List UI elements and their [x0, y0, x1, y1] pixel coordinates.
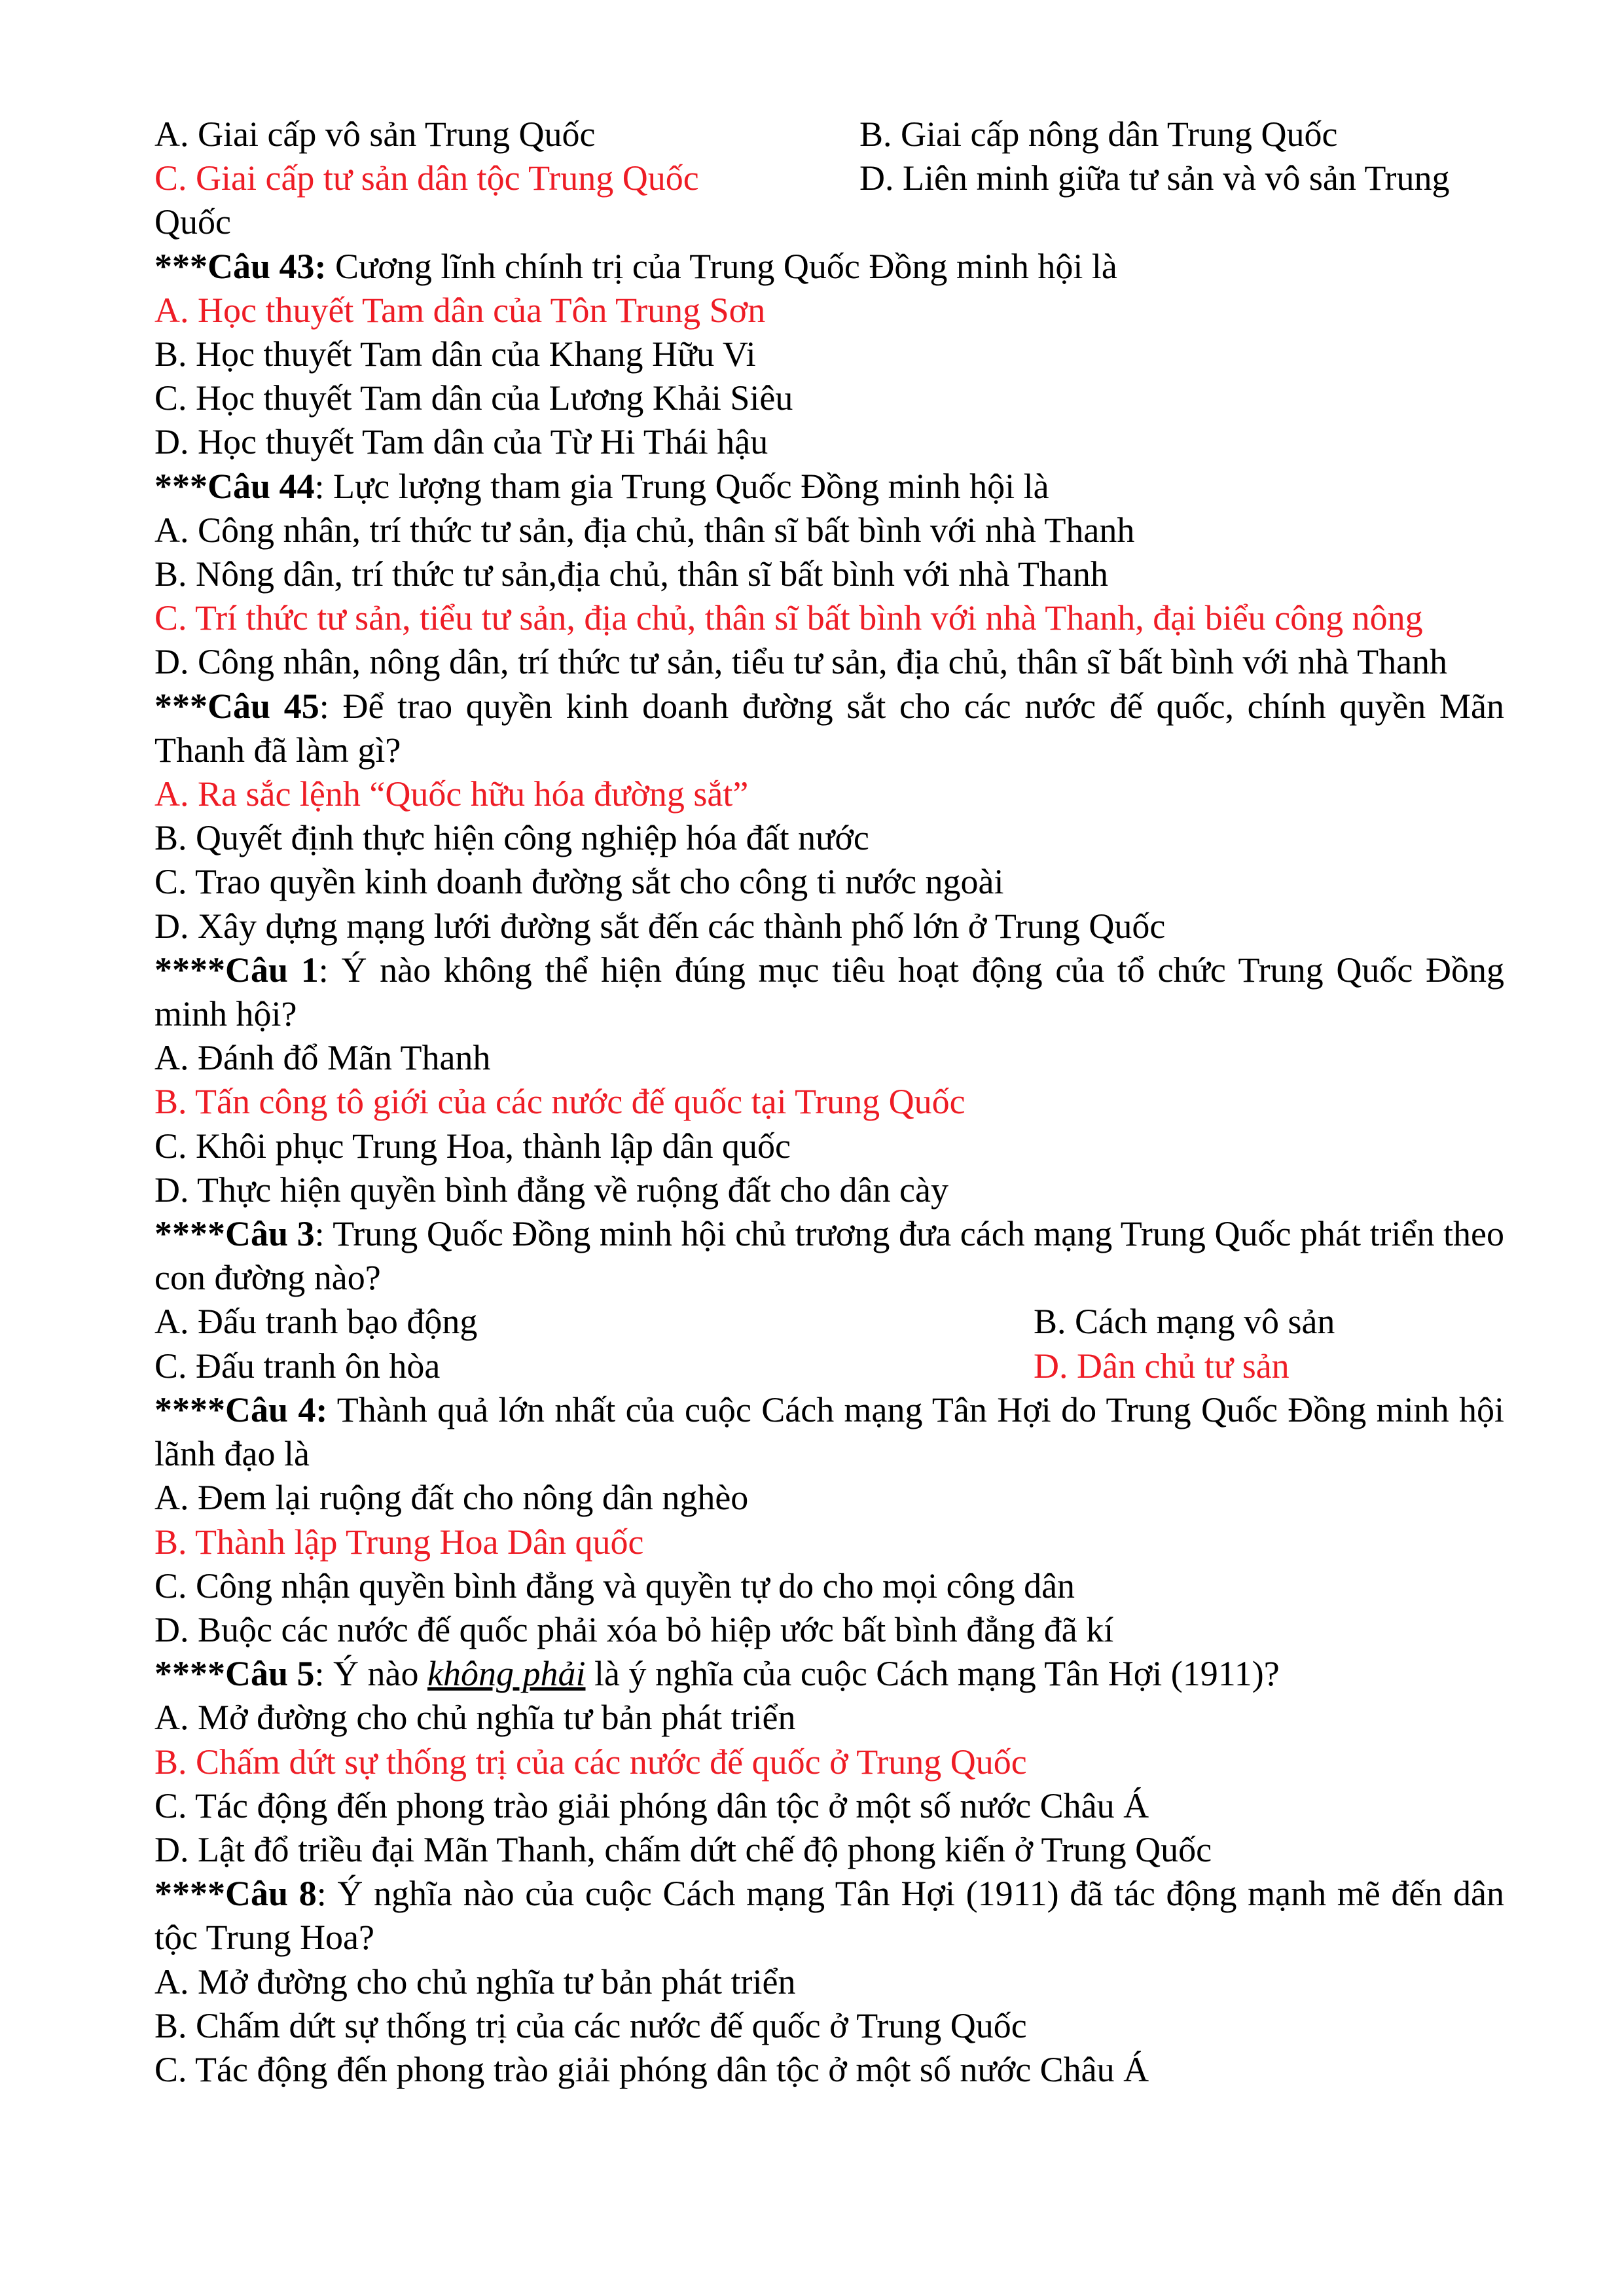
q44-option-b: B. Nông dân, trí thức tư sản,địa chủ, thân sĩ bất bình với nhà Thanh	[154, 554, 1108, 594]
q3-question	[154, 1212, 1504, 1300]
q44-number: ***Câu 44	[154, 466, 315, 506]
q4-text: Thành quả lớn nhất của cuộc Cách mạng Tân Hợi do Trung Quốc Đồng minh hội lãnh đạo là	[154, 1390, 1504, 1474]
q43-option-c: C. Học thuyết Tam dân của Lương Khải Siêu	[154, 378, 793, 418]
q4-number: ****Câu 4:	[154, 1390, 328, 1429]
q45-number: ***Câu 45	[154, 686, 319, 726]
q4-option-c: C. Công nhận quyền bình đẳng và quyền tự do cho mọi công dân	[154, 1566, 1075, 1605]
q44-option-d: D. Công nhân, nông dân, trí thức tư sản, tiểu tư sản, địa chủ, thân sĩ bất bình với nhà Thanh	[154, 642, 1448, 682]
q43-option-a-correct: A. Học thuyết Tam dân của Tôn Trung Sơn	[154, 290, 766, 330]
q8-number: ****Câu 8	[154, 1874, 317, 1914]
q3-option-c: C. Đấu tranh ôn hòa	[154, 1346, 441, 1386]
q4-option-a: A. Đem lại ruộng đất cho nông dân nghèo	[154, 1478, 749, 1518]
q1-option-a: A. Đánh đổ Mãn Thanh	[154, 1038, 491, 1078]
q45-option-a-correct: A. Ra sắc lệnh “Quốc hữu hóa đường sắt”	[154, 774, 749, 814]
q1-question	[154, 948, 1504, 1036]
q1-option-d: D. Thực hiện quyền bình đẳng về ruộng đất cho dân cày	[154, 1170, 948, 1210]
q42-option-c-correct: C. Giai cấp tư sản dân tộc Trung Quốc	[154, 158, 699, 198]
q44-text: : Lực lượng tham gia Trung Quốc Đồng minh hội là	[314, 466, 1049, 506]
q5-text-after: là ý nghĩa của cuộc Cách mạng Tân Hợi (1911)?	[585, 1654, 1280, 1694]
q4-option-d: D. Buộc các nước đế quốc phải xóa bỏ hiệp ước bất bình đẳng đã kí	[154, 1609, 1114, 1649]
q8-question	[154, 1872, 1504, 1960]
q5-option-a: A. Mở đường cho chủ nghĩa tư bản phát triển	[154, 1698, 796, 1738]
q42-option-d: D. Liên minh giữa tư sản và vô sản Trung	[859, 158, 1450, 198]
q5-option-d: D. Lật đổ triều đại Mãn Thanh, chấm dứt chế độ phong kiến ở Trung Quốc	[154, 1829, 1212, 1869]
q42-option-d-continued: Quốc	[154, 202, 231, 242]
q44-option-c-correct: C. Trí thức tư sản, tiểu tư sản, địa chủ, thân sĩ bất bình với nhà Thanh, đại biểu công nông	[154, 598, 1423, 638]
q45-option-b: B. Quyết định thực hiện công nghiệp hóa đất nước	[154, 818, 869, 858]
q8-text: : Ý nghĩa nào của cuộc Cách mạng Tân Hợi (1911) đã tác động mạnh mẽ đến dân tộc Trung Hoa?	[154, 1874, 1505, 1958]
q45-option-c: C. Trao quyền kinh doanh đường sắt cho công ti nước ngoài	[154, 862, 1004, 902]
q43-number: ***Câu 43:	[154, 246, 327, 286]
q5-option-b-correct: B. Chấm dứt sự thống trị của các nước đế quốc ở Trung Quốc	[154, 1742, 1027, 1782]
q1-option-b-correct: B. Tấn công tô giới của các nước đế quốc tại Trung Quốc	[154, 1082, 965, 1122]
q4-option-b-correct: B. Thành lập Trung Hoa Dân quốc	[154, 1522, 644, 1562]
q44-option-a: A. Công nhân, trí thức tư sản, địa chủ, thân sĩ bất bình với nhà Thanh	[154, 510, 1135, 550]
q1-number: ****Câu 1	[154, 950, 319, 990]
q3-options-row-1	[154, 1300, 1504, 1344]
q45-option-d: D. Xây dựng mạng lưới đường sắt đến các thành phố lớn ở Trung Quốc	[154, 906, 1166, 946]
q4-question	[154, 1388, 1504, 1476]
q42-options-row-1	[154, 113, 1504, 156]
q3-options-row-2	[154, 1344, 1504, 1388]
q5-question	[154, 1652, 1504, 1696]
q8-option-b: B. Chấm dứt sự thống trị của các nước đế quốc ở Trung Quốc	[154, 2005, 1027, 2045]
q42-option-b: B. Giai cấp nông dân Trung Quốc	[859, 115, 1338, 154]
document-page	[154, 113, 1504, 2092]
q42-options-row-2	[154, 156, 1504, 200]
q3-option-a: A. Đấu tranh bạo động	[154, 1302, 478, 1342]
q5-text-before: : Ý nào	[314, 1654, 427, 1694]
q43-question	[154, 245, 1504, 289]
q1-text: : Ý nào không thể hiện đúng mục tiêu hoạt động của tổ chức Trung Quốc Đồng minh hội?	[154, 950, 1504, 1034]
q43-text: Cương lĩnh chính trị của Trung Quốc Đồng minh hội là	[326, 246, 1117, 286]
q3-text: : Trung Quốc Đồng minh hội chủ trương đưa cách mạng Trung Quốc phát triển theo con đường nào?	[154, 1214, 1504, 1298]
q45-question	[154, 685, 1504, 772]
q43-option-b: B. Học thuyết Tam dân của Khang Hữu Vi	[154, 334, 756, 374]
q5-number: ****Câu 5	[154, 1654, 315, 1694]
q1-option-c: C. Khôi phục Trung Hoa, thành lập dân quốc	[154, 1126, 791, 1166]
q8-option-a: A. Mở đường cho chủ nghĩa tư bản phát triển	[154, 1962, 796, 2001]
q8-option-c: C. Tác động đến phong trào giải phóng dân tộc ở một số nước Châu Á	[154, 2049, 1149, 2089]
q42-option-a: A. Giai cấp vô sản Trung Quốc	[154, 115, 596, 154]
q43-option-d: D. Học thuyết Tam dân của Từ Hi Thái hậu	[154, 422, 768, 462]
q45-text: : Để trao quyền kinh doanh đường sắt cho các nước đế quốc, chính quyền Mãn Thanh đã làm gì?	[154, 686, 1504, 770]
q44-question	[154, 465, 1504, 509]
q5-option-c: C. Tác động đến phong trào giải phóng dân tộc ở một số nước Châu Á	[154, 1785, 1149, 1825]
q5-text-emphasis: không phải	[427, 1654, 586, 1694]
q3-option-d-correct: D. Dân chủ tư sản	[1034, 1346, 1290, 1386]
q3-option-b: B. Cách mạng vô sản	[1034, 1302, 1335, 1342]
q3-number: ****Câu 3	[154, 1214, 315, 1254]
